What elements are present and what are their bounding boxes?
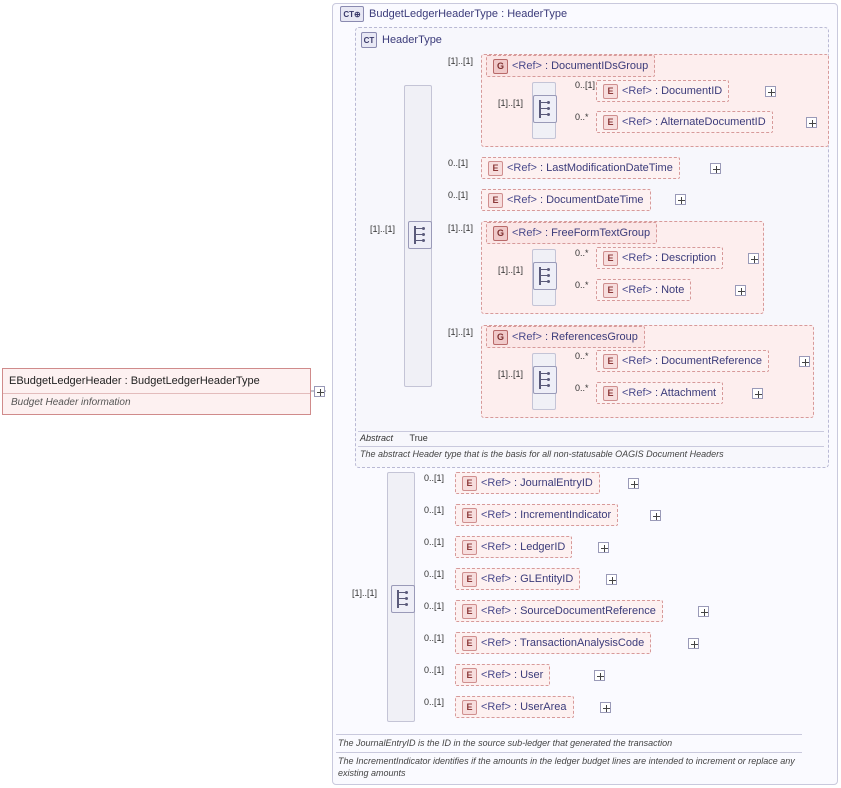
element-icon: E [462, 636, 477, 651]
group-freeformtextgroup[interactable] [486, 222, 657, 244]
element-documentid[interactable] [596, 80, 729, 102]
root-element-label: BudgetLedgerHeader : BudgetLedgerHeaderType [16, 375, 260, 387]
element-name-label: : TransactionAnalysisCode [513, 637, 645, 649]
element-icon: E [603, 354, 618, 369]
group-ref-label: <Ref> [512, 60, 542, 72]
expander-plus-icon-lastmodificationdatetime[interactable] [710, 163, 721, 174]
group-name-label: : DocumentIDsGroup [544, 60, 649, 72]
group-name-label: : ReferencesGroup [544, 331, 638, 343]
element-journalentryid[interactable] [455, 472, 600, 494]
root-expander-plus-icon[interactable] [314, 386, 325, 397]
divider-notes-top [336, 734, 802, 735]
expander-plus-icon-user[interactable] [594, 670, 605, 681]
expander-plus-icon-alternatedocumentid[interactable] [806, 117, 817, 128]
cardinality-attachment: 0..* [575, 383, 589, 393]
note-incrementindicator: The IncrementIndicator identifies if the amounts in the ledger budget lines are intended to increment or replace any existing amounts [338, 756, 795, 779]
element-icon: E [603, 115, 618, 130]
element-icon: E [462, 508, 477, 523]
abstract-label: Abstract [360, 433, 394, 443]
cardinality-freeformtextgroup: [1]..[1] [448, 223, 474, 233]
divider-abstract-top [358, 431, 824, 432]
budget-sequence-icon[interactable] [391, 585, 415, 613]
cardinality-sourcedocumentreference: 0..[1] [424, 601, 445, 611]
element-name-label: : UserArea [513, 701, 567, 713]
element-name-label: : SourceDocumentReference [513, 605, 656, 617]
cardinality-referencesgroup: [1]..[1] [448, 327, 474, 337]
cardinality-glentityid: 0..[1] [424, 569, 445, 579]
expander-plus-icon-description[interactable] [748, 253, 759, 264]
cardinality-documentids-sequence: [1]..[1] [498, 98, 524, 108]
element-icon: E [603, 84, 618, 99]
element-attachment[interactable] [596, 382, 723, 404]
cardinality-description: 0..* [575, 248, 589, 258]
element-ref-label: <Ref> [622, 284, 652, 296]
element-sourcedocumentreference[interactable] [455, 600, 663, 622]
element-icon: E [603, 386, 618, 401]
cardinality-journalentryid: 0..[1] [424, 473, 445, 483]
cardinality-alternatedocumentid: 0..* [575, 112, 589, 122]
element-name-label: : LedgerID [513, 541, 566, 553]
element-note[interactable] [596, 279, 691, 301]
expander-plus-icon-documentreference[interactable] [799, 356, 810, 367]
cardinality-documentid: 0..[1] [575, 80, 596, 90]
expander-plus-icon-ledgerid[interactable] [598, 542, 609, 553]
element-icon: E [462, 604, 477, 619]
element-name-label: : DocumentDateTime [539, 194, 644, 206]
element-documentreference[interactable] [596, 350, 769, 372]
element-lastmodificationdatetime[interactable] [481, 157, 680, 179]
element-ref-label: <Ref> [481, 605, 511, 617]
group-documentidsgroup[interactable] [486, 55, 655, 77]
root-element-box[interactable] [2, 368, 311, 415]
group-referencesgroup[interactable] [486, 326, 645, 348]
element-ref-label: <Ref> [622, 387, 652, 399]
expander-plus-icon-userarea[interactable] [600, 702, 611, 713]
element-documentdatetime[interactable] [481, 189, 651, 211]
expander-plus-icon-incrementindicator[interactable] [650, 510, 661, 521]
complextype-header-budgetledgerheadertype [340, 6, 567, 22]
element-name-label: : Description [654, 252, 717, 264]
cardinality-references-sequence: [1]..[1] [498, 369, 524, 379]
element-userarea[interactable] [455, 696, 574, 718]
element-icon: E [462, 540, 477, 555]
group-icon: G [493, 330, 508, 345]
element-name-label: : AlternateDocumentID [654, 116, 766, 128]
element-name-label: : DocumentID [654, 85, 723, 97]
element-ref-label: <Ref> [481, 541, 511, 553]
divider-abstract-bottom [358, 446, 824, 447]
cardinality-ledgerid: 0..[1] [424, 537, 445, 547]
references-sequence-icon[interactable] [533, 366, 557, 394]
documentids-sequence-icon[interactable] [533, 95, 557, 123]
element-icon: E [9, 375, 17, 387]
headertype-documentation: The abstract Header type that is the basis for all non-statusable OAGIS Document Headers [360, 449, 724, 459]
complextype-inner-label: HeaderType [382, 34, 442, 46]
header-sequence-icon[interactable] [408, 221, 432, 249]
element-icon: E [462, 476, 477, 491]
cardinality-documentreference: 0..* [575, 351, 589, 361]
cardinality-documentidsgroup: [1]..[1] [448, 56, 474, 66]
element-incrementindicator[interactable] [455, 504, 618, 526]
element-ref-label: <Ref> [481, 509, 511, 521]
expander-plus-icon-documentdatetime[interactable] [675, 194, 686, 205]
element-description[interactable] [596, 247, 723, 269]
group-ref-label: <Ref> [512, 331, 542, 343]
group-icon: G [493, 226, 508, 241]
element-transactionanalysiscode[interactable] [455, 632, 651, 654]
cardinality-user: 0..[1] [424, 665, 445, 675]
element-ref-label: <Ref> [481, 573, 511, 585]
expander-plus-icon-documentid[interactable] [765, 86, 776, 97]
cardinality-incrementindicator: 0..[1] [424, 505, 445, 515]
element-name-label: : DocumentReference [654, 355, 762, 367]
element-icon: E [603, 251, 618, 266]
element-alternatedocumentid[interactable] [596, 111, 773, 133]
element-ref-label: <Ref> [622, 116, 652, 128]
freeform-sequence-icon[interactable] [533, 262, 557, 290]
element-ref-label: <Ref> [507, 162, 537, 174]
element-icon: E [603, 283, 618, 298]
header-sequence-cardinality: [1]..[1] [370, 224, 396, 234]
expander-plus-icon-glentityid[interactable] [606, 574, 617, 585]
budget-sequence-cardinality: [1]..[1] [352, 588, 378, 598]
expander-plus-icon-attachment[interactable] [752, 388, 763, 399]
element-name-label: : GLEntityID [513, 573, 574, 585]
cardinality-userarea: 0..[1] [424, 697, 445, 707]
cardinality-note: 0..* [575, 280, 589, 290]
element-ref-label: <Ref> [481, 701, 511, 713]
expander-plus-icon-sourcedocumentreference[interactable] [698, 606, 709, 617]
cardinality-freeform-sequence: [1]..[1] [498, 265, 524, 275]
element-name-label: : JournalEntryID [513, 477, 593, 489]
cardinality-transactionanalysiscode: 0..[1] [424, 633, 445, 643]
divider-notes-middle [336, 752, 802, 753]
element-icon: E [488, 161, 503, 176]
complextype-inner-icon: CT [361, 32, 377, 48]
group-ref-label: <Ref> [512, 227, 542, 239]
cardinality-lastmodificationdatetime: 0..[1] [448, 158, 469, 168]
group-name-label: : FreeFormTextGroup [544, 227, 651, 239]
abstract-row [360, 433, 428, 443]
element-name-label: : User [513, 669, 544, 681]
element-name-label: : Attachment [654, 387, 717, 399]
element-icon: E [462, 700, 477, 715]
element-name-label: : LastModificationDateTime [539, 162, 673, 174]
note-journalentryid: The JournalEntryID is the ID in the source sub-ledger that generated the transaction [338, 738, 673, 748]
element-ref-label: <Ref> [481, 637, 511, 649]
element-name-label: : Note [654, 284, 685, 296]
element-ref-label: <Ref> [622, 355, 652, 367]
element-glentityid[interactable] [455, 568, 580, 590]
cardinality-documentdatetime: 0..[1] [448, 190, 469, 200]
expander-plus-icon-journalentryid[interactable] [628, 478, 639, 489]
expander-plus-icon-note[interactable] [735, 285, 746, 296]
element-ref-label: <Ref> [481, 477, 511, 489]
expander-plus-icon-transactionanalysiscode[interactable] [688, 638, 699, 649]
complextype-icon: CT⊕ [340, 6, 364, 22]
element-ref-label: <Ref> [507, 194, 537, 206]
complextype-header-headertype [361, 32, 442, 48]
element-name-label: : IncrementIndicator [513, 509, 612, 521]
element-icon: E [462, 572, 477, 587]
element-icon: E [462, 668, 477, 683]
root-element-header [3, 369, 310, 394]
group-icon: G [493, 59, 508, 74]
element-ref-label: <Ref> [622, 252, 652, 264]
complextype-label: BudgetLedgerHeaderType : HeaderType [369, 8, 568, 20]
element-ref-label: <Ref> [622, 85, 652, 97]
element-ledgerid[interactable] [455, 536, 572, 558]
element-icon: E [488, 193, 503, 208]
root-element-documentation: Budget Header information [11, 397, 131, 408]
element-user[interactable] [455, 664, 550, 686]
element-ref-label: <Ref> [481, 669, 511, 681]
abstract-value: True [409, 433, 428, 443]
